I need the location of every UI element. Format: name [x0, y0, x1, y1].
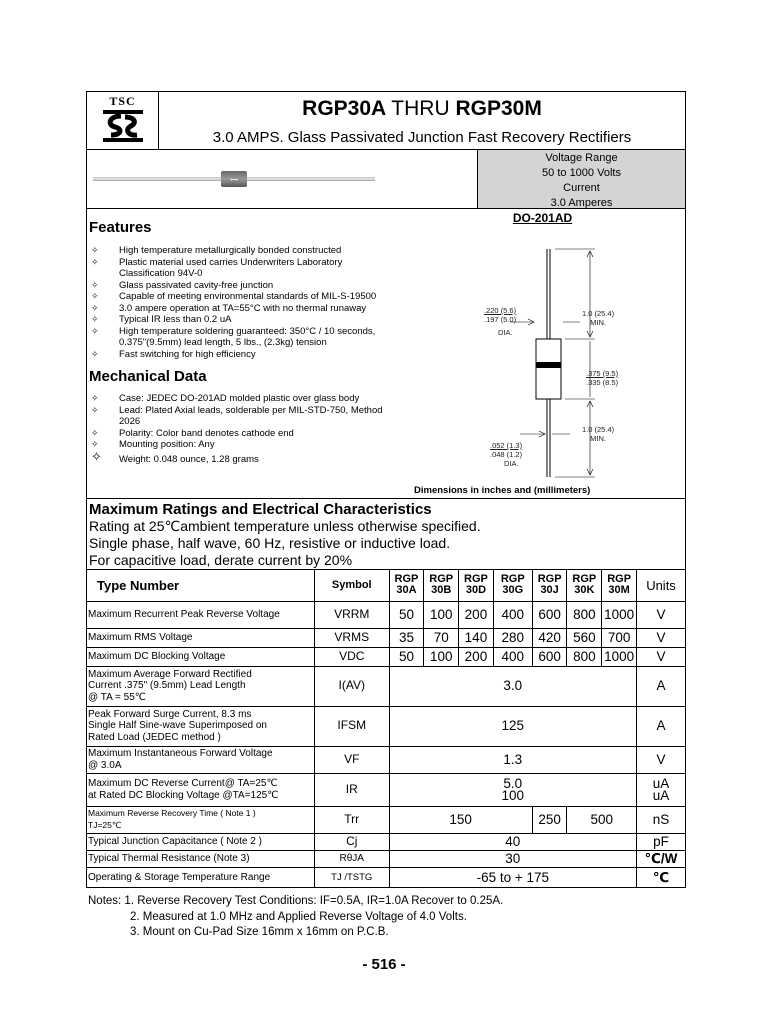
bullet-icon: ✧	[91, 314, 99, 324]
bullet-icon: ✧	[91, 404, 99, 415]
list-item: ✧ Mounting position: Any	[91, 439, 215, 450]
table-row: Maximum Reverse Recovery Time ( Note 1 ) TJ=25℃ Trr 150 250 500 nS	[87, 806, 685, 833]
tsc-logo	[87, 92, 159, 149]
list-item: ✧ High temperature metallurgically bonded constructed	[91, 245, 342, 256]
dim-body-dia: .220 (5.6) .197 (5.0) DIA.	[484, 306, 517, 337]
ratings-line: For capacitive load, derate current by 20%	[89, 552, 353, 568]
dimensions-caption: Dimensions in inches and (millimeters)	[414, 485, 591, 496]
header-part: RGP 30M	[602, 570, 637, 601]
header	[87, 92, 685, 150]
ratings-section	[87, 501, 685, 570]
package-outline-icon	[400, 229, 686, 499]
header-symbol: Symbol	[314, 570, 389, 601]
table-row: Maximum Average Forward Rectified Current .375" (9.5mm) Lead Length @ TA = 55℃ I(AV) 3.0 A	[87, 666, 685, 706]
table-row: Typical Thermal Resistance (Note 3) RθJA 30 ℃/W	[87, 850, 685, 867]
diode-illustration	[87, 150, 478, 208]
spec-table	[87, 570, 685, 887]
subtitle: 3.0 AMPS. Glass Passivated Junction Fast Recovery Rectifiers	[212, 129, 632, 146]
list-item: ✧ Case: JEDEC DO-201AD molded plastic over glass body	[91, 393, 360, 404]
table-row: Operating & Storage Temperature Range TJ /TSTG -65 to + 175 ℃	[87, 867, 685, 887]
mechanical-heading: Mechanical Data	[89, 368, 207, 385]
ratings-heading: Maximum Ratings and Electrical Characteristics	[89, 501, 432, 518]
list-item: ✧ 3.0 ampere operation at TA=55°C with no thermal runaway	[91, 302, 367, 314]
bullet-icon: ✧	[91, 291, 99, 301]
tsc-logo-icon	[101, 109, 145, 143]
rating-range: Voltage Range 50 to 1000 Volts Current 3.0 Amperes	[478, 150, 685, 208]
list-item: ✧ Capable of meeting environmental standards of MIL-S-19500	[91, 291, 377, 302]
diode-icon	[87, 150, 478, 209]
mechanical-list	[89, 393, 400, 465]
package-title: DO-201AD	[512, 211, 573, 225]
bullet-icon: ✧	[91, 427, 99, 438]
header-part: RGP 30J	[532, 570, 567, 601]
list-item: ✧ Weight: 0.048 ounce, 1.28 grams	[91, 448, 259, 465]
package-drawing	[400, 209, 685, 498]
logo-text: TSC	[109, 94, 136, 108]
features-section	[87, 209, 685, 499]
list-item: ✧ Fast switching for high efficiency	[91, 348, 256, 360]
header-units: Units	[637, 570, 686, 601]
diode-banner	[87, 150, 685, 209]
header-type: Type Number	[87, 570, 314, 601]
list-item: ✧ Glass passivated cavity-free junction	[91, 279, 274, 291]
note-2: 2. Measured at 1.0 MHz and Applied Reverse Voltage of 4.0 Volts.	[130, 910, 467, 923]
table-row: Maximum RMS Voltage VRMS 35 70 140 280 420 560 700 V	[87, 628, 685, 647]
bullet-icon: ✧	[91, 448, 102, 464]
bullet-icon: ✧	[91, 256, 99, 267]
header-part: RGP 30K	[567, 570, 602, 601]
table-row: Maximum Recurrent Peak Reverse Voltage VRRM 50 100 200 400 600 800 1000 V	[87, 601, 685, 628]
bullet-icon: ✧	[91, 348, 99, 359]
note-3: 3. Mount on Cu-Pad Size 16mm x 16mm on P.C.B.	[130, 926, 389, 938]
table-row: Maximum DC Reverse Current@ TA=25℃ at Rated DC Blocking Voltage @TA=125℃ IR 5.0 100 uA uA	[87, 773, 685, 806]
note-1: Notes: 1. Reverse Recovery Test Conditions: IF=0.5A, IR=1.0A Recover to 0.25A.	[88, 895, 504, 907]
list-item: ✧ High temperature soldering guaranteed: 350°C / 10 seconds, 0.375"(9.5mm) lead length, 5 lbs., (2.3kg) tension	[91, 325, 376, 348]
bullet-icon: ✧	[91, 245, 99, 255]
dim-bottom-lead: 1.0 (25.4) MIN.	[582, 425, 615, 443]
list-item: ✧ Polarity: Color band denotes cathode end	[91, 427, 294, 439]
dim-top-lead: 1.0 (25.4) MIN.	[582, 309, 615, 327]
bullet-icon: ✧	[91, 302, 99, 313]
datasheet-frame	[86, 91, 686, 888]
table-row: Peak Forward Surge Current, 8.3 ms Single Half Sine-wave Superimposed on Rated Load (JEDEC method ) IFSM 125 A	[87, 706, 685, 746]
dim-body-length: .375 (9.5) .335 (8.5)	[586, 369, 619, 387]
header-part: RGP 30G	[493, 570, 532, 601]
features-heading: Features	[89, 219, 152, 236]
ratings-line: Rating at 25℃ambient temperature unless otherwise specified.	[89, 518, 481, 534]
page-number: - 516 -	[362, 956, 406, 973]
ratings-line: Single phase, half wave, 60 Hz, resistive or inductive load.	[89, 535, 451, 551]
table-row: Maximum DC Blocking Voltage VDC 50 100 200 400 600 800 1000 V	[87, 647, 685, 666]
svg-text:ꟷ: ꟷ	[230, 175, 238, 185]
list-item: ✧ Plastic material used carries Underwriters Laboratory Classification 94V-0	[91, 256, 343, 279]
table-header	[87, 570, 685, 601]
list-item: ✧ Lead: Plated Axial leads, solderable per MIL-STD-750, Method 2026	[91, 404, 383, 427]
features-list	[89, 245, 400, 360]
notes	[88, 894, 503, 941]
bullet-icon: ✧	[91, 279, 99, 290]
table-row: Maximum Instantaneous Forward Voltage @ 3.0A VF 1.3 V	[87, 746, 685, 773]
bullet-icon: ✧	[91, 393, 99, 403]
table-row: Typical Junction Capacitance ( Note 2 ) Cj 40 pF	[87, 833, 685, 850]
header-part: RGP 30B	[424, 570, 459, 601]
bullet-icon: ✧	[91, 439, 99, 449]
header-part: RGP 30A	[389, 570, 424, 601]
page-title: RGP30A THRU RGP30M	[302, 97, 542, 120]
bullet-icon: ✧	[91, 325, 99, 336]
dim-lead-dia: .052 (1.3) .048 (1.2) DIA.	[490, 441, 523, 468]
header-part: RGP 30D	[459, 570, 494, 601]
list-item: ✧ Typical IR less than 0.2 uA	[91, 314, 232, 325]
